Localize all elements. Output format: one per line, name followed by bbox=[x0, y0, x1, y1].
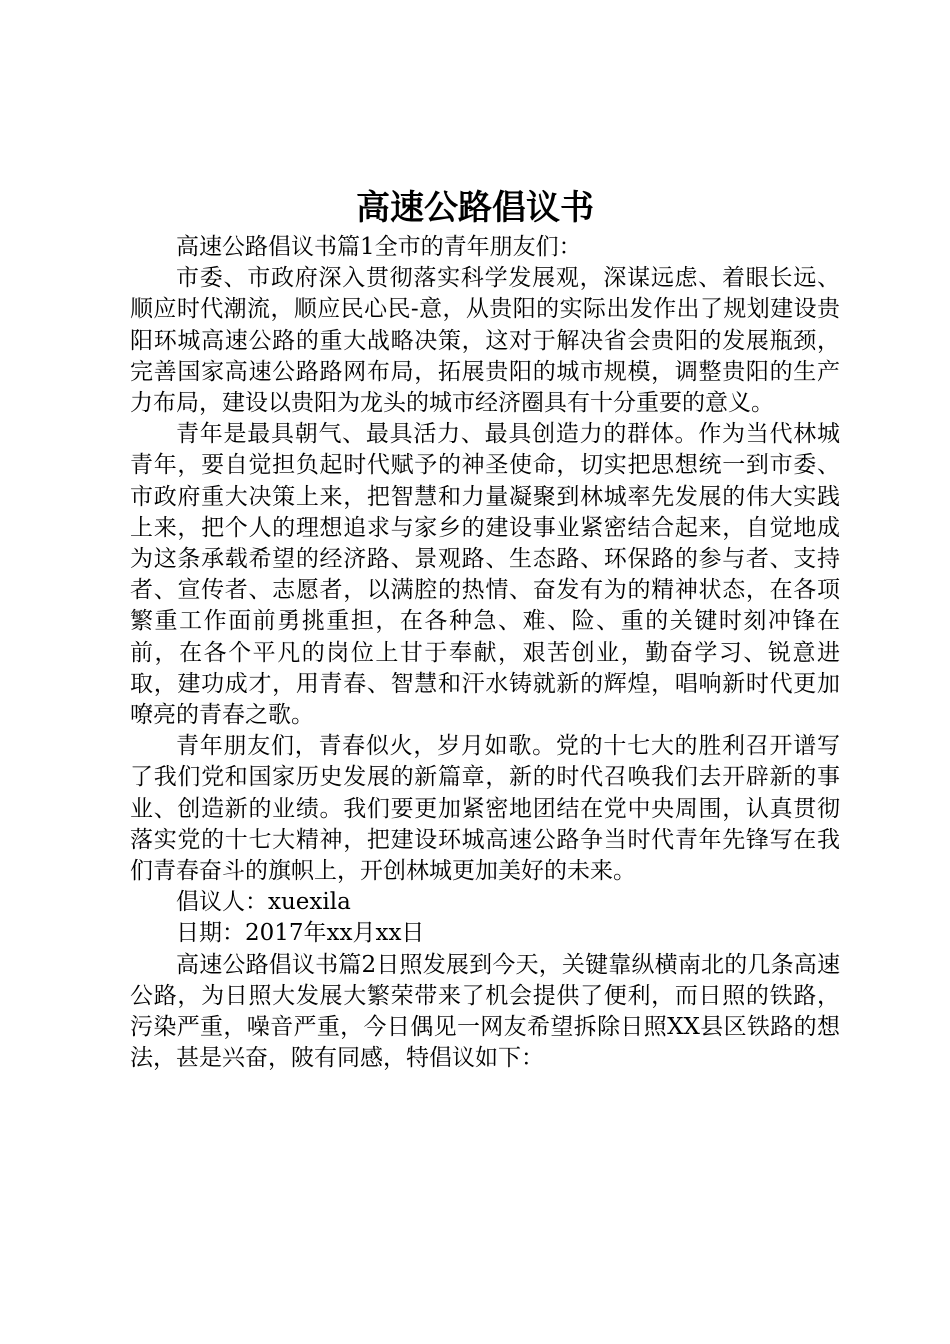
paragraph-salutation: 高速公路倡议书篇1全市的青年朋友们： bbox=[176, 234, 582, 260]
paragraph-decision: 市委、市政府深入贯彻落实科学发展观，深谋远虑、着眼长远、顺应时代潮流，顺应民心民-意，从贵阳的实际出发作出了规划建设贵阳环城高速公路的重大战略决策，这对于解决省会贵阳的发展瓶颈，完善国家高速公路路网布局，拓展贵阳的城市规模，调整贵阳的生产力布局，建设以贵阳为龙头的城市经济圈具有十分重要的意义。 bbox=[130, 265, 840, 417]
paragraph-date: 日期：2017年xx月xx日 bbox=[176, 920, 425, 947]
paragraph-call-to-action: 青年朋友们，青春似火，岁月如歌。党的十七大的胜利召开谱写了我们党和国家历史发展的新篇章，新的时代召唤我们去开辟新的事业、创造新的业绩。我们要更加紧密地团结在党中央周围，认真贯彻落实党的十七大精神，把建设环城高速公路争当时代青年先锋写在我们青春奋斗的旗帜上，开创林城更加美好的未来。 bbox=[130, 733, 840, 885]
document-body bbox=[130, 232, 840, 1074]
paragraph-second-proposal: 高速公路倡议书篇2日照发展到今天，关键靠纵横南北的几条高速公路，为日照大发展大繁荣带来了机会提供了便利，而日照的铁路，污染严重，噪音严重，今日偶见一网友希望拆除日照XX县区铁路的想法，甚是兴奋，陂有同感，特倡议如下： bbox=[130, 951, 840, 1072]
document-title: 高速公路倡议书 bbox=[356, 188, 594, 228]
paragraph-initiator: 倡议人：xuexila bbox=[176, 889, 351, 916]
paragraph-youth: 青年是最具朝气、最具活力、最具创造力的群体。作为当代林城青年，要自觉担负起时代赋予的神圣使命，切实把思想统一到市委、市政府重大决策上来，把智慧和力量凝聚到林城率先发展的伟大实践上来，把个人的理想追求与家乡的建设事业紧密结合起来，自觉地成为这条承载希望的经济路、景观路、生态路、环保路的参与者、支持者、宣传者、志愿者，以满腔的热情、奋发有为的精神状态，在各项繁重工作面前勇挑重担，在各种急、难、险、重的关键时刻冲锋在前，在各个平凡的岗位上甘于奉献，艰苦创业，勤奋学习、锐意进取，建功成才，用青春、智慧和汗水铸就新的辉煌，唱响新时代更加嘹亮的青春之歌。 bbox=[130, 421, 840, 729]
